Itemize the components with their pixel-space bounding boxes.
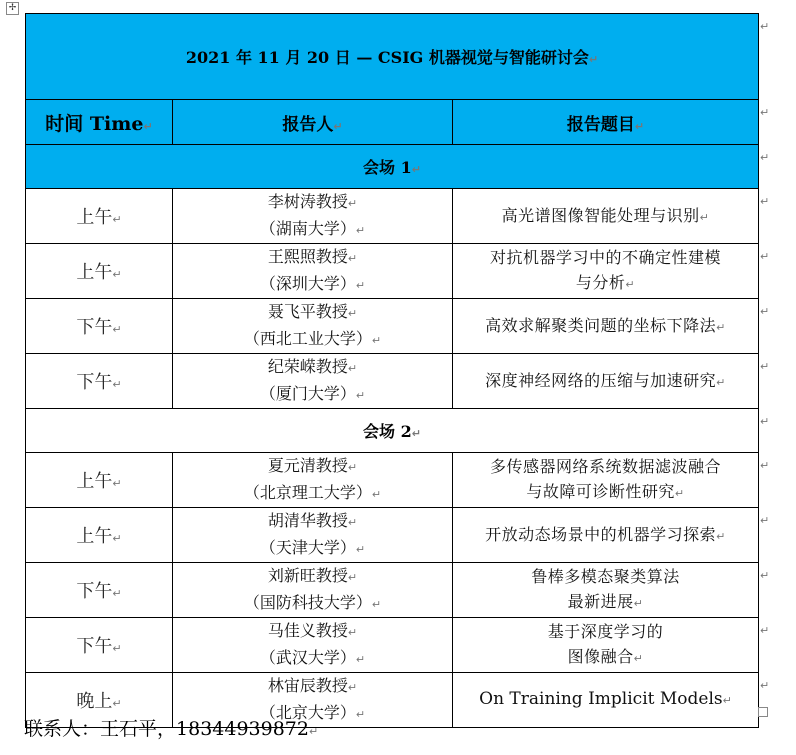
time-cell[interactable] [26, 618, 173, 673]
paragraph-mark-icon: ↵ [347, 197, 358, 210]
reporter-cell[interactable] [173, 299, 453, 354]
paragraph-mark-icon: ↵ [347, 516, 358, 529]
paragraph-mark-icon: ↵ [588, 53, 599, 66]
table-row [26, 508, 759, 563]
paragraph-mark-icon: ↵ [355, 653, 366, 666]
session-label: 会场 1 [363, 158, 412, 177]
reporter-affiliation: （国防科技大学）↵ [243, 593, 382, 612]
paragraph-mark-icon: ↵ [716, 320, 726, 334]
reporter-name: 王熙照教授↵ [267, 247, 358, 266]
paragraph-mark-icon: ↵ [371, 488, 382, 501]
paragraph-mark-icon: ↵ [371, 598, 382, 611]
row-end-mark-icon: ↵ [760, 194, 770, 208]
reporter-affiliation: （天津大学）↵ [259, 538, 366, 557]
paragraph-mark-icon: ↵ [625, 278, 636, 291]
time-text: 上午 [76, 526, 113, 547]
reporter-cell[interactable] [173, 354, 453, 409]
topic-cell[interactable] [453, 453, 759, 508]
paragraph-mark-icon: ↵ [371, 334, 382, 347]
session-row [26, 409, 759, 453]
reporter-affiliation: （北京大学）↵ [259, 703, 366, 722]
reporter-name: 夏元清教授↵ [267, 456, 358, 475]
paragraph-mark-icon: ↵ [722, 694, 732, 707]
topic-line: 高光谱图像智能处理与识别↵ [501, 205, 710, 225]
paragraph-mark-icon: ↵ [347, 461, 358, 474]
paragraph-mark-icon: ↵ [347, 571, 358, 584]
paragraph-mark-icon: ↵ [309, 725, 319, 738]
table-row [26, 354, 759, 409]
paragraph-mark-icon: ↵ [411, 427, 421, 440]
table-row [26, 244, 759, 299]
reporter-name: 聂飞平教授↵ [267, 302, 358, 321]
row-end-mark-icon: ↵ [760, 678, 770, 692]
reporter-cell[interactable] [173, 189, 453, 244]
time-cell[interactable] [26, 189, 173, 244]
paragraph-mark-icon: ↵ [112, 642, 122, 655]
time-cell[interactable] [26, 354, 173, 409]
topic-line: 开放动态场景中的机器学习探索↵ [485, 524, 726, 544]
paragraph-mark-icon: ↵ [112, 378, 122, 391]
topic-cell[interactable] [453, 563, 759, 618]
topic-cell[interactable] [453, 299, 759, 354]
row-end-mark-icon: ↵ [760, 304, 770, 318]
paragraph-mark-icon: ↵ [355, 708, 366, 721]
header-topic[interactable]: 报告题目↵ [453, 100, 759, 145]
topic-line: 与分析↵ [575, 273, 636, 292]
paragraph-mark-icon: ↵ [347, 626, 358, 639]
table-row [26, 563, 759, 618]
reporter-affiliation: （武汉大学）↵ [259, 648, 366, 667]
table-row [26, 189, 759, 244]
reporter-name: 纪荣嵘教授↵ [267, 357, 358, 376]
row-end-mark-icon: ↵ [760, 19, 770, 33]
time-text: 晚上 [76, 691, 113, 712]
paragraph-mark-icon: ↵ [674, 487, 685, 500]
reporter-affiliation: （北京理工大学）↵ [243, 483, 382, 502]
table-move-handle-icon[interactable]: ✢ [6, 2, 19, 15]
paragraph-mark-icon: ↵ [716, 375, 726, 389]
session-label: 会场 2 [363, 422, 412, 441]
paragraph-mark-icon: ↵ [355, 389, 366, 402]
topic-line: 高效求解聚类问题的坐标下降法↵ [485, 315, 726, 335]
topic-line: On Training Implicit Models↵ [479, 689, 732, 709]
time-text: 下午 [76, 581, 113, 602]
topic-line: 对抗机器学习中的不确定性建模 [489, 248, 721, 267]
reporter-name: 刘新旺教授↵ [267, 566, 358, 585]
reporter-cell[interactable] [173, 563, 453, 618]
reporter-name: 李树涛教授↵ [267, 192, 358, 211]
time-text: 上午 [76, 207, 113, 228]
time-cell[interactable] [26, 299, 173, 354]
paragraph-mark-icon: ↵ [355, 279, 366, 292]
header-row [26, 100, 759, 145]
reporter-affiliation: （厦门大学）↵ [259, 384, 366, 403]
header-time[interactable]: 时间 Time↵ [26, 100, 173, 145]
table-row [26, 618, 759, 673]
topic-cell[interactable] [453, 354, 759, 409]
paragraph-mark-icon: ↵ [699, 210, 710, 224]
topic-cell[interactable] [453, 189, 759, 244]
paragraph-mark-icon: ↵ [347, 681, 358, 694]
contact-label: 联系人：王石平， [24, 718, 177, 740]
reporter-cell[interactable] [173, 453, 453, 508]
row-end-mark-icon: ↵ [760, 150, 770, 164]
paragraph-mark-icon: ↵ [355, 224, 366, 237]
reporter-cell[interactable] [173, 618, 453, 673]
session-row [26, 145, 759, 189]
paragraph-mark-icon: ↵ [112, 532, 122, 545]
time-text: 下午 [76, 636, 113, 657]
topic-line: 深度神经网络的压缩与加速研究↵ [485, 370, 726, 390]
time-cell[interactable] [26, 563, 173, 618]
table-title: 2021 年 11 月 20 日 — CSIG 机器视觉与智能研讨会 [185, 48, 589, 67]
paragraph-mark-icon: ↵ [112, 213, 122, 226]
reporter-name: 胡清华教授↵ [267, 511, 358, 530]
row-end-mark-icon: ↵ [760, 249, 770, 263]
topic-line: 最新进展↵ [567, 592, 644, 611]
reporter-affiliation: （湖南大学）↵ [259, 219, 366, 238]
time-text: 上午 [76, 262, 113, 283]
reporter-affiliation: （深圳大学）↵ [259, 274, 366, 293]
contact-line [24, 714, 318, 741]
paragraph-mark-icon: ↵ [347, 307, 358, 320]
topic-line: 图像融合↵ [567, 647, 644, 666]
topic-line: 鲁棒多模态聚类算法 [531, 567, 680, 586]
paragraph-mark-icon: ↵ [633, 652, 644, 665]
time-cell[interactable] [26, 508, 173, 563]
contact-phone: 18344939872 [176, 718, 309, 740]
topic-line: 多传感器网络系统数据滤波融合 [489, 457, 721, 476]
paragraph-mark-icon: ↵ [716, 529, 726, 543]
paragraph-mark-icon: ↵ [112, 477, 122, 490]
reporter-name: 马佳义教授↵ [267, 621, 358, 640]
row-end-mark-icon: ↵ [760, 623, 770, 637]
row-end-mark-icon: ↵ [760, 513, 770, 527]
paragraph-mark-icon: ↵ [411, 163, 421, 176]
time-cell[interactable] [26, 244, 173, 299]
paragraph-mark-icon: ↵ [633, 597, 644, 610]
time-text: 下午 [76, 372, 113, 393]
topic-cell[interactable] [453, 244, 759, 299]
schedule-table [25, 13, 759, 728]
paragraph-mark-icon: ↵ [347, 252, 358, 265]
topic-cell[interactable] [453, 673, 759, 728]
table-row [26, 299, 759, 354]
topic-cell[interactable] [453, 618, 759, 673]
paragraph-mark-icon: ↵ [112, 268, 122, 281]
row-end-mark-icon: ↵ [760, 105, 770, 119]
paragraph-mark-icon: ↵ [112, 587, 122, 600]
table-row [26, 453, 759, 508]
row-end-mark-icon: ↵ [760, 458, 770, 472]
time-text: 下午 [76, 317, 113, 338]
reporter-name: 林宙辰教授↵ [267, 676, 358, 695]
time-cell[interactable] [26, 453, 173, 508]
session-label-cell[interactable] [26, 145, 759, 189]
paragraph-mark-icon: ↵ [347, 362, 358, 375]
reporter-cell[interactable] [173, 508, 453, 563]
table-resize-handle[interactable] [758, 707, 768, 717]
time-text: 上午 [76, 471, 113, 492]
paragraph-mark-icon: ↵ [112, 323, 122, 336]
reporter-affiliation: （西北工业大学）↵ [243, 329, 382, 348]
topic-cell[interactable] [453, 508, 759, 563]
table-title-cell[interactable] [26, 14, 759, 100]
reporter-cell[interactable] [173, 244, 453, 299]
row-end-mark-icon: ↵ [760, 414, 770, 428]
header-reporter[interactable]: 报告人↵ [173, 100, 453, 145]
row-end-mark-icon: ↵ [760, 359, 770, 373]
paragraph-mark-icon: ↵ [355, 543, 366, 556]
topic-line: 与故障可诊断性研究↵ [526, 482, 685, 501]
row-end-mark-icon: ↵ [760, 568, 770, 582]
title-row [26, 14, 759, 100]
topic-line: 基于深度学习的 [547, 622, 664, 641]
paragraph-mark-icon: ↵ [112, 697, 122, 710]
session-label-cell[interactable] [26, 409, 759, 453]
